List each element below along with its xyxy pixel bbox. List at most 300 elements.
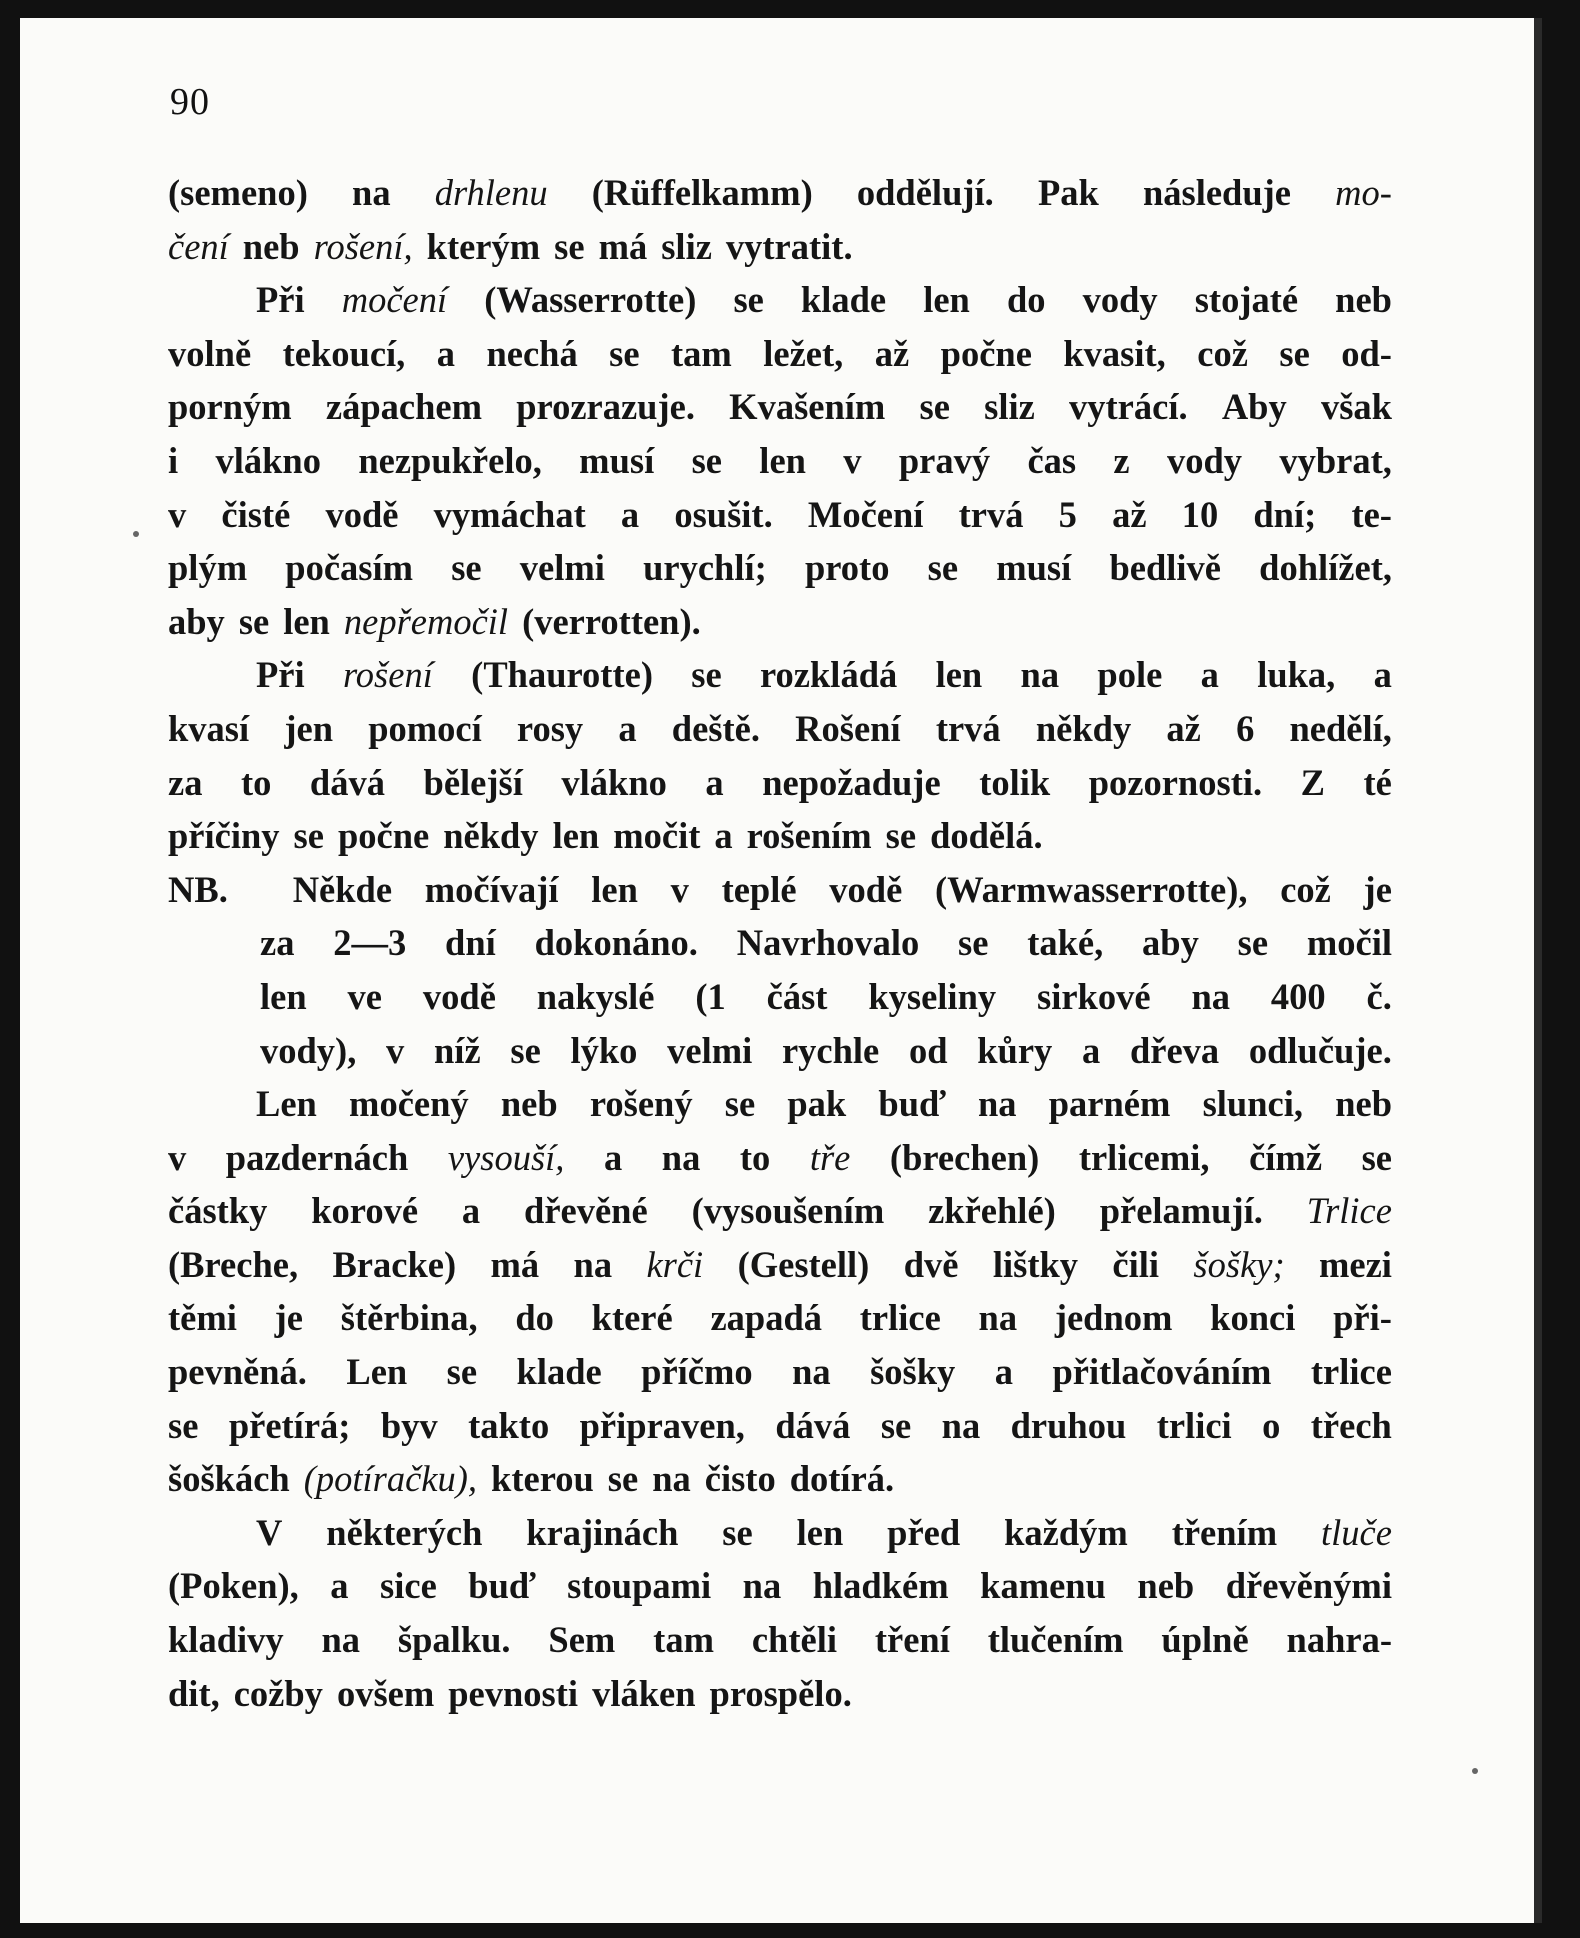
word: bedlivě <box>1109 547 1221 589</box>
word: Sem <box>548 1619 616 1661</box>
text-line <box>168 434 1392 488</box>
text-line <box>168 166 1392 220</box>
text-line <box>168 1131 1392 1185</box>
word: pole <box>1097 654 1163 696</box>
word: ve <box>347 975 382 1017</box>
text-line <box>168 1613 1392 1667</box>
word: tře <box>809 1136 851 1178</box>
word: chtěli <box>751 1619 837 1661</box>
word: šoškách <box>168 1458 290 1500</box>
word: a <box>603 1136 623 1178</box>
word: volně <box>168 332 252 374</box>
word: a <box>1200 654 1219 696</box>
word: do <box>515 1297 554 1339</box>
word: se <box>733 279 764 321</box>
word: lištky <box>992 1243 1079 1285</box>
word: špalku. <box>397 1619 511 1661</box>
word: aby <box>1142 922 1199 964</box>
word: zkřehlé) <box>928 1190 1056 1232</box>
word: velmi <box>519 547 605 589</box>
word: částky <box>168 1190 268 1232</box>
word: Aby <box>1221 386 1287 428</box>
word: rosy <box>516 707 584 749</box>
word: dohlížet, <box>1259 547 1392 589</box>
word: tlučením <box>987 1619 1124 1661</box>
word: vymáchat <box>433 493 586 535</box>
word: cožby <box>233 1672 323 1714</box>
word: (Gestell) <box>737 1243 870 1285</box>
word: Kvašením <box>729 386 886 428</box>
word: Někde <box>292 868 393 910</box>
word: čisto <box>704 1458 776 1500</box>
word: těmi <box>168 1297 237 1339</box>
word: čímž <box>1249 1136 1323 1178</box>
text-line <box>168 756 1392 810</box>
word: vláken <box>592 1672 696 1714</box>
text-line <box>168 595 1392 649</box>
text-line <box>168 863 1392 917</box>
word: vytrácí. <box>1069 386 1188 428</box>
word: rošení <box>342 654 433 696</box>
word: tření <box>874 1619 950 1661</box>
word: osušit. <box>674 493 773 535</box>
word: a <box>714 815 733 857</box>
word: vlákno <box>215 439 321 481</box>
word: a <box>436 332 455 374</box>
word: se <box>607 1458 639 1500</box>
word: se <box>168 1404 199 1446</box>
word: vodě <box>325 493 399 535</box>
word: té <box>1363 761 1392 803</box>
word: (Rüffelkamm) <box>591 172 813 213</box>
word: musí <box>996 547 1072 589</box>
word: se <box>1361 1136 1392 1178</box>
word: urychlí; <box>643 547 767 589</box>
word: plým <box>168 547 248 589</box>
text-line <box>168 1559 1392 1613</box>
word: nahra- <box>1286 1619 1392 1661</box>
word: buď <box>468 1565 536 1607</box>
word: pak <box>787 1083 847 1125</box>
word: trlici <box>1156 1404 1232 1446</box>
text-line <box>168 1399 1392 1453</box>
word: aby <box>168 600 225 642</box>
word: rošením <box>746 815 872 857</box>
word: takto <box>468 1404 550 1446</box>
word: č. <box>1366 975 1392 1017</box>
word: stoupami <box>567 1565 712 1607</box>
word: neb <box>1137 1565 1195 1607</box>
word: zápachem <box>325 386 483 428</box>
word: se <box>510 1029 541 1071</box>
word: před <box>887 1511 961 1553</box>
word: krajinách <box>526 1511 679 1553</box>
word: nezpukřelo, <box>358 439 542 481</box>
word: trvá <box>935 707 1001 749</box>
word: rychle <box>781 1029 880 1071</box>
word: vodě <box>422 975 496 1017</box>
word: sirkové <box>1037 975 1151 1017</box>
word: od <box>908 1029 948 1071</box>
word: nedělí, <box>1289 707 1392 749</box>
word: vytratit. <box>725 225 853 267</box>
word: trlice <box>859 1297 941 1339</box>
word: deště. <box>671 707 760 749</box>
word: na <box>661 1136 701 1178</box>
word: proto <box>804 547 890 589</box>
word: dřevěnými <box>1225 1565 1392 1607</box>
word: sice <box>380 1565 437 1607</box>
word: pravý <box>898 439 991 481</box>
body-text <box>168 166 1392 1720</box>
word: se <box>609 332 640 374</box>
word: ovšem <box>336 1672 435 1714</box>
word: tekoucí, <box>282 332 406 374</box>
word: pevnosti <box>448 1672 579 1714</box>
word: len <box>591 868 638 910</box>
word: někdy <box>1035 707 1132 749</box>
word: musí <box>579 439 655 481</box>
word: a <box>705 761 724 803</box>
word: (vysoušením <box>691 1190 885 1232</box>
text-line <box>168 916 1392 970</box>
word: trlice <box>1310 1351 1392 1393</box>
word: přitlačováním <box>1052 1351 1272 1393</box>
word: Trlice <box>1306 1190 1392 1232</box>
word: se <box>927 547 959 589</box>
word: tam <box>653 1619 714 1661</box>
text-line <box>168 273 1392 327</box>
word: příčmo <box>641 1351 753 1393</box>
word: kvasí <box>168 707 250 749</box>
word: v <box>168 1136 187 1178</box>
word: a <box>330 1565 349 1607</box>
word: pevněná. <box>168 1351 307 1393</box>
word: trvá <box>958 493 1024 535</box>
word: za <box>168 761 203 803</box>
word: sliz <box>984 386 1035 428</box>
word: (Thaurotte) <box>471 654 653 696</box>
word: vybrat, <box>1279 439 1392 481</box>
word: teplé <box>721 868 797 910</box>
word: na <box>1020 654 1060 696</box>
word: se <box>691 439 722 481</box>
word: rošení, <box>313 225 413 267</box>
word: to <box>240 761 272 803</box>
word: má <box>490 1243 540 1285</box>
word: se <box>885 815 917 857</box>
word: zapadá <box>710 1297 822 1339</box>
word: Rošení <box>795 707 901 749</box>
word: při- <box>1333 1297 1392 1339</box>
text-line <box>168 1024 1392 1078</box>
word: byv <box>380 1404 438 1446</box>
word: každým <box>1004 1511 1128 1553</box>
word: tluče <box>1321 1511 1392 1553</box>
word: dní <box>445 922 496 964</box>
text-line <box>168 220 1392 274</box>
word: čisté <box>221 493 291 535</box>
word: následuje <box>1142 172 1291 213</box>
word: len <box>923 279 970 321</box>
word: čení <box>168 225 229 267</box>
word: někdy <box>443 815 539 857</box>
word: (Warmwasserrotte), <box>934 868 1248 910</box>
text-line <box>168 541 1392 595</box>
word: (1 <box>695 975 726 1017</box>
word: nechá <box>486 332 578 374</box>
word: počne <box>940 332 1032 374</box>
word: z <box>1113 439 1130 481</box>
word: což <box>1197 332 1248 374</box>
word: a <box>618 707 637 749</box>
word: (Wasserrotte) <box>484 279 697 321</box>
word: za <box>260 922 295 964</box>
text-line <box>168 1667 1392 1721</box>
word: pozornosti. <box>1088 761 1263 803</box>
word: úplně <box>1161 1619 1249 1661</box>
text-line <box>168 1345 1392 1399</box>
word: stojaté <box>1194 279 1299 321</box>
word: v <box>670 868 689 910</box>
word: odlučuje. <box>1248 1029 1392 1071</box>
word: se <box>451 547 482 589</box>
word: 400 <box>1270 975 1326 1017</box>
word: také, <box>1027 922 1104 964</box>
text-line <box>168 648 1392 702</box>
word: luka, <box>1257 654 1336 696</box>
word: a <box>1373 654 1392 696</box>
word: na <box>573 1243 613 1285</box>
text-line <box>168 1452 1392 1506</box>
word: nakyslé <box>536 975 655 1017</box>
word: jen <box>284 707 333 749</box>
page-number: 90 <box>170 81 210 123</box>
word: jednom <box>1054 1297 1173 1339</box>
word: (Poken), <box>168 1565 299 1607</box>
word: len <box>283 600 330 642</box>
word: kyseliny <box>868 975 997 1017</box>
word: (potíračku), <box>303 1458 478 1500</box>
word: sliz <box>661 225 712 267</box>
word: bělejší <box>423 761 523 803</box>
word: třením <box>1171 1511 1278 1553</box>
word: dodělá. <box>930 815 1043 857</box>
word: neb <box>242 225 300 267</box>
word: je <box>274 1297 303 1339</box>
speck-mark <box>1472 1768 1478 1774</box>
word: se <box>919 386 950 428</box>
text-line <box>168 970 1392 1024</box>
word: až <box>874 332 910 374</box>
word: však <box>1320 386 1392 428</box>
word: klade <box>800 279 887 321</box>
word: Při <box>256 279 305 321</box>
word: kamenu <box>980 1565 1106 1607</box>
word: Navrhovalo <box>736 922 920 964</box>
word: a <box>461 1190 481 1232</box>
word: konci <box>1210 1297 1296 1339</box>
word: Len <box>256 1083 317 1125</box>
word: drhlenu <box>434 172 548 213</box>
word: Len <box>346 1351 408 1393</box>
word: lýko <box>570 1029 638 1071</box>
word: dřevěné <box>524 1190 648 1232</box>
word: kůry <box>977 1029 1053 1071</box>
text-line <box>168 1184 1392 1238</box>
word: o <box>1262 1404 1281 1446</box>
word: dní; <box>1253 493 1317 535</box>
word: V <box>256 1511 283 1553</box>
word: len <box>796 1511 844 1553</box>
book-page <box>20 18 1542 1923</box>
word: Pak <box>1037 172 1099 213</box>
word: dotírá. <box>789 1458 895 1500</box>
word: rošený <box>589 1083 693 1125</box>
word: se <box>293 815 324 857</box>
word: ležet, <box>763 332 844 374</box>
word: což <box>1280 868 1331 910</box>
text-line <box>168 327 1392 381</box>
word: dává <box>775 1404 851 1446</box>
word: 2—3 <box>333 922 407 964</box>
word: se <box>1237 922 1269 964</box>
word: a <box>994 1351 1013 1393</box>
word: neb <box>500 1083 558 1125</box>
word: na <box>792 1351 831 1393</box>
nb-label: NB. <box>168 868 228 910</box>
word: od- <box>1341 332 1392 374</box>
word: 5 <box>1058 493 1077 535</box>
word: v <box>168 493 187 535</box>
word: vody), <box>260 1029 357 1071</box>
word: na <box>1191 975 1231 1017</box>
word: dává <box>309 761 385 803</box>
text-line <box>168 1506 1392 1560</box>
word: hladkém <box>812 1565 949 1607</box>
word: močený <box>349 1083 469 1125</box>
word: počasím <box>285 547 414 589</box>
word: se <box>724 1083 756 1125</box>
word: kvasit, <box>1063 332 1166 374</box>
text-line <box>168 488 1392 542</box>
word: tam <box>671 332 732 374</box>
word: přelamují. <box>1099 1190 1263 1232</box>
word: se <box>554 225 585 267</box>
word: se <box>691 654 722 696</box>
word: len <box>759 439 806 481</box>
word: 10 <box>1181 493 1219 535</box>
text-line <box>168 1291 1392 1345</box>
word: močívají <box>424 868 559 910</box>
word: nepožaduje <box>762 761 941 803</box>
text-line <box>168 380 1392 434</box>
word: i <box>168 439 179 481</box>
text-line <box>168 1238 1392 1292</box>
word: len <box>260 975 307 1017</box>
word: šošky <box>870 1351 956 1393</box>
word: vysouší, <box>447 1136 565 1178</box>
word: mo- <box>1335 172 1392 213</box>
word: některých <box>326 1511 483 1553</box>
word: (semeno) <box>168 172 308 213</box>
word: Močení <box>807 493 924 535</box>
word: na <box>742 1565 782 1607</box>
word: oddělují. <box>856 172 994 213</box>
word: druhou <box>1010 1404 1127 1446</box>
word: dokonáno. <box>534 922 698 964</box>
word: velmi <box>667 1029 753 1071</box>
word: až <box>1166 707 1201 749</box>
word: čili <box>1112 1243 1160 1285</box>
word: močení <box>341 279 448 321</box>
word: korové <box>311 1190 419 1232</box>
word: (Breche, <box>168 1243 299 1285</box>
word: trlicemi, <box>1078 1136 1210 1178</box>
word: len <box>935 654 983 696</box>
word: až <box>1112 493 1147 535</box>
word: na <box>941 1404 981 1446</box>
word: má <box>598 225 648 267</box>
word: prozrazuje. <box>516 386 695 428</box>
word: slunci, <box>1202 1083 1303 1125</box>
word: tolik <box>979 761 1051 803</box>
word: pomocí <box>368 707 482 749</box>
word: na <box>652 1458 691 1500</box>
word: čas <box>1027 439 1077 481</box>
word: šošky; <box>1193 1243 1285 1285</box>
word: nepřemočil <box>343 600 509 642</box>
word: na <box>978 1297 1018 1339</box>
word: dvě <box>903 1243 959 1285</box>
word: pazdernách <box>225 1136 409 1178</box>
word: na <box>352 172 391 213</box>
word: kterým <box>426 225 541 267</box>
word: se <box>722 1511 753 1553</box>
speck-mark <box>133 531 139 537</box>
word: připraven, <box>579 1404 745 1446</box>
word: přetírá; <box>228 1404 351 1446</box>
word: dřeva <box>1129 1029 1220 1071</box>
word: mezi <box>1319 1243 1392 1285</box>
word: třech <box>1310 1404 1392 1446</box>
word: vody <box>1166 439 1243 481</box>
word: se <box>446 1351 478 1393</box>
word: počne <box>337 815 430 857</box>
word: neb <box>1335 279 1392 321</box>
word: buď <box>878 1083 946 1125</box>
word: vody <box>1082 279 1158 321</box>
word: prospělo. <box>709 1672 852 1714</box>
word: (verrotten). <box>522 600 701 642</box>
word: a <box>620 493 640 535</box>
word: 6 <box>1236 707 1255 749</box>
word: je <box>1363 868 1392 910</box>
word: kterou <box>491 1458 594 1500</box>
word: vlákno <box>561 761 667 803</box>
word: na <box>321 1619 361 1661</box>
word: len <box>552 815 600 857</box>
word: štěrbina, <box>340 1297 478 1339</box>
word: Bracke) <box>332 1243 457 1285</box>
word: klade <box>516 1351 602 1393</box>
word: část <box>766 975 828 1017</box>
word: Z <box>1300 761 1325 803</box>
word: na <box>977 1083 1017 1125</box>
word: porným <box>168 386 292 428</box>
word: te- <box>1351 493 1392 535</box>
word: v <box>386 1029 405 1071</box>
